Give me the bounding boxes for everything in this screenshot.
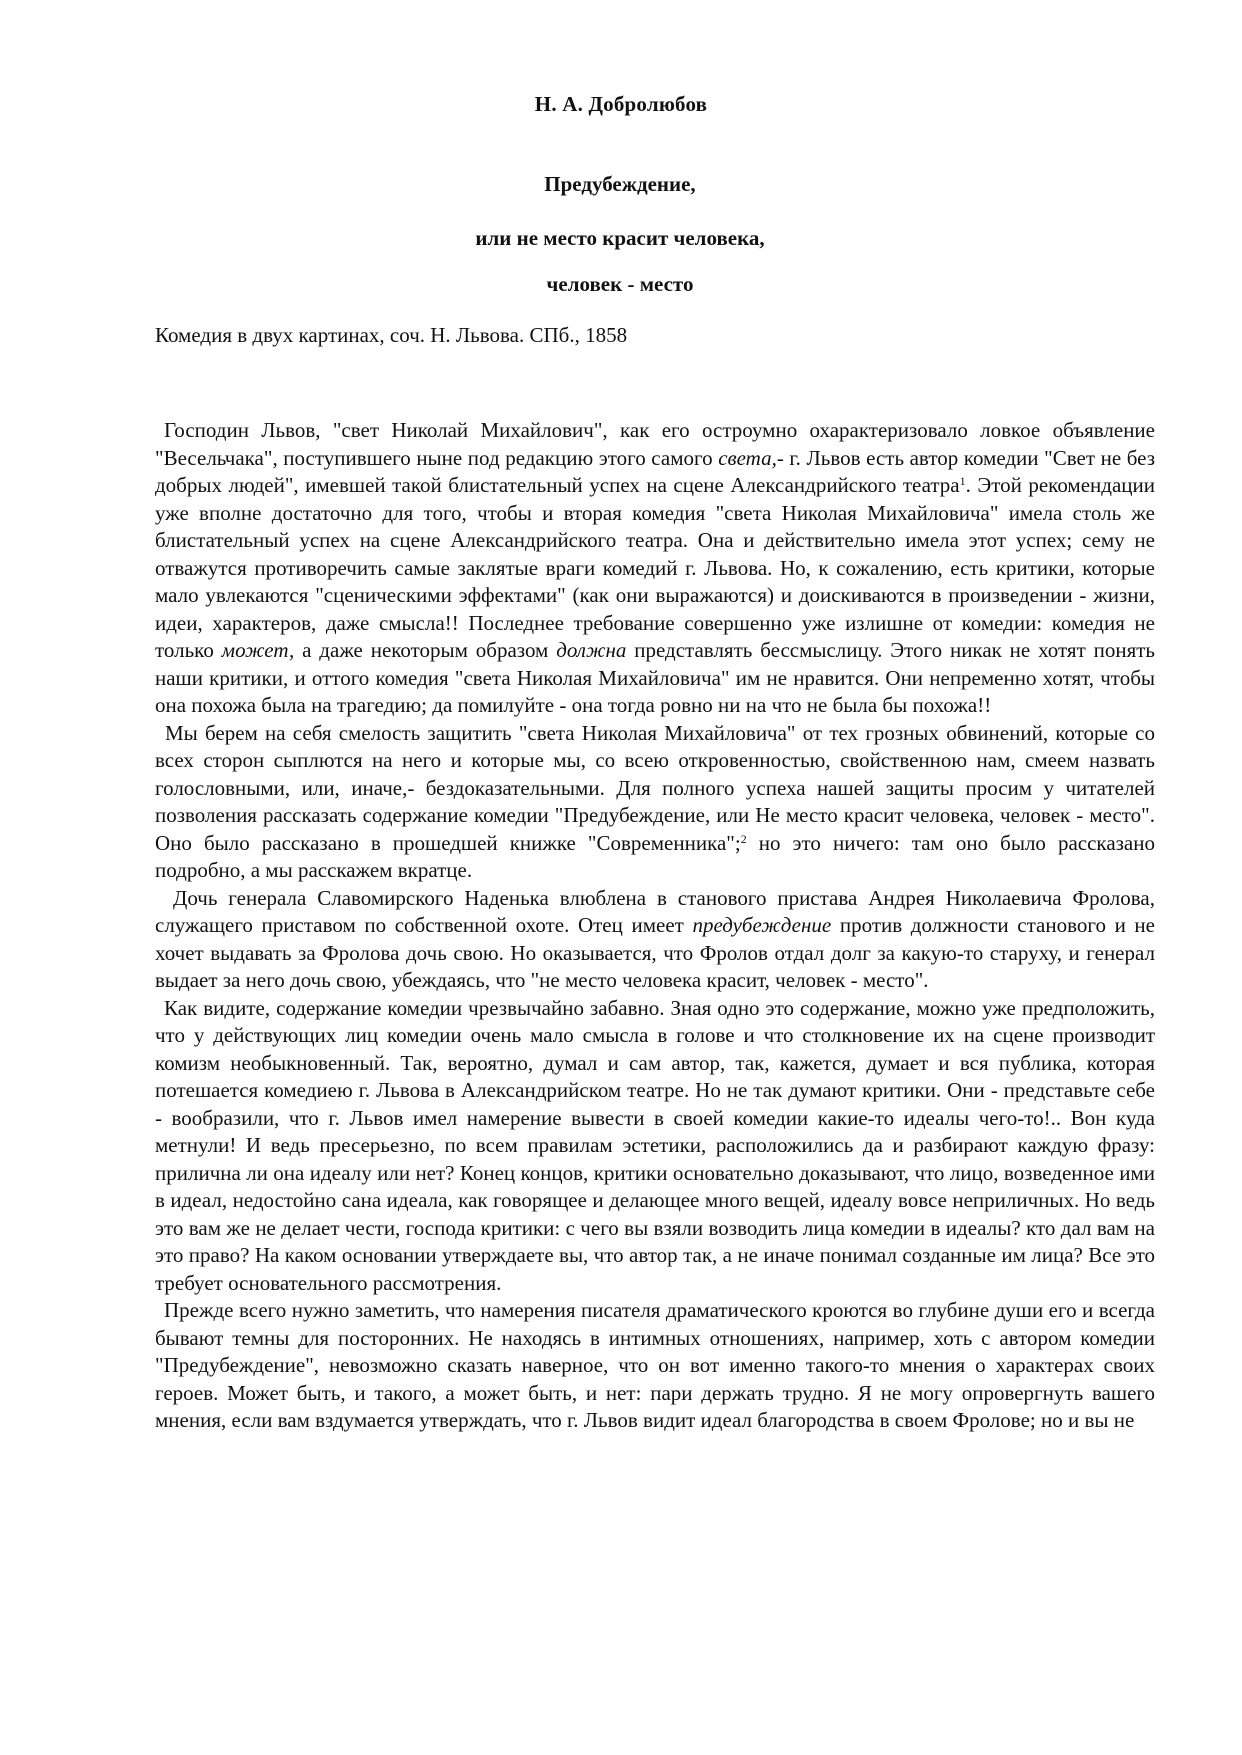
paragraph-1-text-e: представлять бессмыслицу. Этого никак не хотят понять наши критики, и оттого комедия "света Николая Михайловича" им не нравится. Они непременно хотят, чтобы она похожа была на трагедию; да помилуйте - она тогда ровно ни на что не была бы похожа!!: [155, 638, 1155, 717]
paragraph-1-emphasis-2: может,: [221, 638, 295, 662]
paragraph-2: [155, 720, 1155, 885]
paragraph-5: Прежде всего нужно заметить, что намерения писателя драматического кроются во глубине души его и всегда бывают темны для посторонних. Не находясь в интимных отношениях, например, хоть с автором комедии "Предубеждение", невозможно сказать наверное, что он вот именно такого-то мнения о характерах своих героев. Может быть, и такого, а может быть, и нет: пари держать трудно. Я не могу опровергнуть вашего мнения, если вам вздумается утверждать, что г. Львов видит идеал благородства в своем Фролове; но и вы не: [155, 1298, 1155, 1432]
paragraph-1-text-b: - г. Львов есть автор комедии "Свет не без добрых людей", имевшей такой блистательный успех на сцене Александрийского театра: [155, 445, 1156, 497]
paragraph-1-text-a: Господин Львов, "свет Николай Михайлович", как его остроумно охарактеризовало ловкое объявление "Весельчака", поступившего ныне под редакцию этого самого: [155, 418, 1155, 470]
title-line-1: Предубеждение,: [544, 172, 696, 196]
title-line-3: человек - место: [546, 272, 694, 296]
paragraph-1-text-c: . Этой рекомендации уже вполне достаточно для того, чтобы и вторая комедия "света Николая Михайловича" имела столь же блистательный успех на сцене Александрийского театра. Она и действительно имела этот успех; сему не отважутся противоречить самые заклятые враги комедий г. Львова. Но, к сожалению, есть критики, которые мало увлекаются "сценическими эффектами" (как они выражаются) и доискиваются в произведении - жизни, идеи, характеров, даже смысла!! Последнее требование совершенно уже излишне от комедии: комедия не только: [155, 473, 1155, 662]
paragraph-1-emphasis-3: должна: [556, 638, 627, 662]
paragraph-4: Как видите, содержание комедии чрезвычайно забавно. Зная одно это содержание, можно уже предположить, что у действующих лиц комедии очень мало смысла в голове и что столкновение их на сцене производит комизм необыкновенный. Так, вероятно, думал и сам автор, так, кажется, думает и вся публика, которая потешается комедиею г. Львова в Александрийском театре. Но не так думают критики. Они - представьте себе - вообразили, что г. Львов имел намерение вывести в своей комедии какие-то идеалы чего-то!.. Вон куда метнули! И ведь пресерьезно, по всем правилам эстетики, расположились да и разбирают каждую фразу: прилична ли она идеалу или нет? Конец концов, критики основательно доказывают, что лицо, возведенное ими в идеал, недостойно сана идеала, как говорящее и делающее много вещей, идеалу вовсе неприличных. Но ведь это вам же не делает чести, господа критики: с чего вы взяли возводить лица комедии в идеалы? кто дал вам на это право? На каком основании утверждаете вы, что автор так, а не иначе понимал созданные им лица? Все это требует основательного рассмотрения.: [155, 995, 1155, 1295]
paragraph-2-text-a: Мы берем на себя смелость защитить "света Николая Михайловича" от тех грозных обвинений, которые со всех сторон сыплются на него и которые мы, со всею откровенностью, свойственною нам, смеем назвать голословными, или, иначе,- бездоказательными. Для полного успеха нашей защиты просим у читателей позволения рассказать содержание комедии "Предубеждение, или Не место красит человека, человек - место". Оно было рассказано в прошедшей книжке "Современника";: [155, 720, 1155, 855]
paragraph-1-emphasis-1: света,: [718, 445, 777, 470]
paragraph-3-emphasis-1: предубеждение: [692, 913, 832, 937]
paragraph-1-text-d: а даже некоторым образом: [294, 638, 557, 662]
footnote-ref-2[interactable]: 2: [740, 831, 747, 846]
paragraph-2-text-b: но это ничего: там оно было рассказано подробно, а мы расскажем вкратце.: [155, 830, 1155, 882]
footnote-ref-1[interactable]: 1: [959, 474, 966, 488]
paragraph-3-text-a: Дочь генерала Славомирского Наденька влюблена в станового пристава Андрея Николаевича Фролова, служащего приставом по собственной охоте. Отец имеет: [155, 885, 1155, 937]
paragraph-3-text-b: против должности станового и не хочет выдавать за Фролова дочь свою. Но оказывается, что Фролов отдал долг за какую-то старуху, и генерал выдает за него дочь свою, убеждаясь, что "не место человека красит, человек - место".: [155, 913, 1155, 992]
title-line-2: или не место красит человека,: [475, 226, 765, 250]
subtitle: Комедия в двух картинах, соч. Н. Львова. СПб., 1858: [155, 323, 628, 347]
article-body: [155, 417, 1155, 1435]
paragraph-1: [155, 417, 1155, 720]
paragraph-3: [155, 885, 1155, 995]
author-name: Н. А. Добролюбов: [534, 92, 708, 116]
